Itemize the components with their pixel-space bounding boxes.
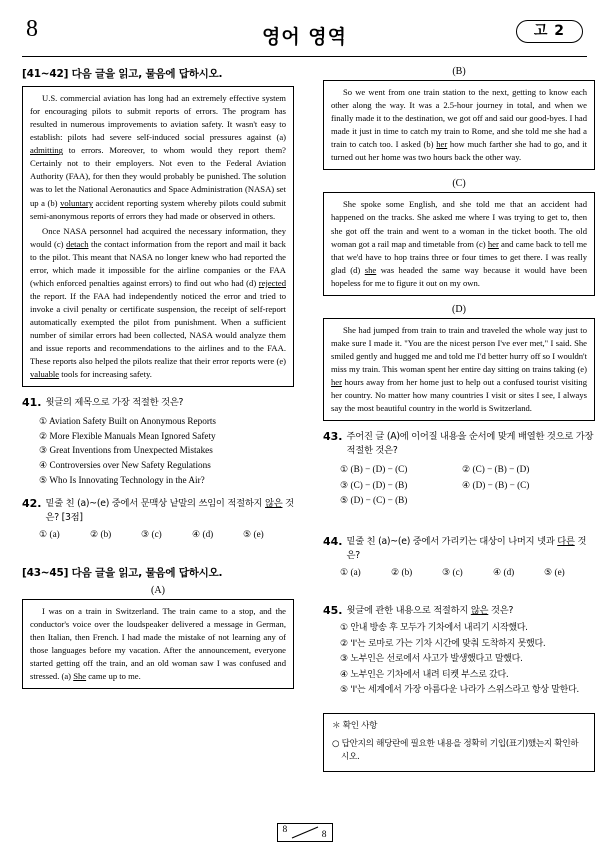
choice-option[interactable]: ② (b)	[90, 529, 112, 540]
question-44	[323, 535, 595, 578]
choice-option[interactable]: ⑤ 'I'는 세계에서 가장 아름다운 나라가 스위스라고 항상 말한다.	[340, 685, 579, 696]
section-heading-43-45: [43~45] 다음 글을 읽고, 물음에 답하시오.	[22, 567, 223, 580]
passage-paragraph: She had jumped from train to train and traveled the whole way just to make sure I made it. "You are the nicest person I've ever met," I said. She smiled gently and hugged me and told me I'd better hurry off so I wouldn't miss my train. This woman spent her entire day sitting on trains taking (e) her hours away from her home just to help out a confused tourist visiting her country. No matter how many countries I visit or sites I see, I always say the most beautiful country in the world is Switzerland.	[331, 324, 587, 414]
passage-c	[323, 192, 595, 295]
passage-41-42	[22, 86, 294, 387]
question-number: 41.	[22, 396, 42, 410]
choice-option[interactable]: ② (C) − (B) − (D)	[462, 464, 530, 475]
choice-option[interactable]: ④ Controversies over New Safety Regulations	[39, 460, 211, 471]
choice-option[interactable]: ② (b)	[391, 566, 413, 577]
passage-paragraph: Once NASA personnel had acquired the necessary information, they would (c) detach the contact information from the report and mail it back to the pilot. This meant that NASA no longer knew who had reported the error, which made it impossible for the airline companies or the FAA (which enforced penalties against errors) to find out who had (d) rejected the report. If the FAA had independently noticed the error and tried to invoke a civil penalty or certificate suspension, the receipt of self-report automatically exempted the pilot from punishment. When a sufficient number of similar errors had been collected, NASA would analyze them and issue reports and recommendations to the airlines and to the FAA. These reports also helped the pilots realize that their error reports were (e) valuable tools for increasing safety.	[30, 225, 286, 380]
notice-item: ○ 답안지의 해당란에 필요한 내용을 정확히 기입(표기)했는지 확인하시오.	[332, 739, 579, 763]
choice-list-43	[340, 462, 590, 509]
content-columns	[22, 66, 594, 836]
choice-option[interactable]: ② More Flexible Manuals Mean Ignored Safety	[39, 430, 216, 441]
question-stem: 밑줄 친 (a)~(e) 중에서 문맥상 낱말의 쓰임이 적절하지 않은 것은? [3점]	[45, 498, 294, 524]
page-footer	[0, 823, 609, 842]
subject-title: 영어 영역	[261, 26, 348, 48]
passage-d	[323, 318, 595, 421]
passage-paragraph: She spoke some English, and she told me that an accident had happened on the tracks. She asked me where I was trying to get to, then she got off the train and went to a woman in the ticket booth. The old woman got a rail map and timetable from (c) her and came back to tell me that we'd have to hop trains three or four times to get there. I was really glad (d) she was headed the same way because it would have been hopeless for me to figure it out on my own.	[331, 199, 587, 288]
question-stem: 윗글의 제목으로 가장 적절한 것은?	[45, 397, 184, 409]
question-43	[323, 430, 595, 509]
right-column	[323, 66, 595, 836]
question-number: 43.	[323, 430, 343, 444]
choice-option[interactable]: ③ (C) − (D) − (B)	[340, 479, 408, 490]
passage-paragraph: So we went from one train station to the next, getting to know each other along the way. It was a 2.5-hour journey in total, and when we finally made it to the destination, we got off and said our good-byes. I had made it just in time to catch my train to Rome, and she told me she had a train to catch too. I asked (b) her how much farther she had to go, and it turned out her home was two hours back the other way.	[331, 87, 587, 163]
footer-page-box	[277, 823, 333, 842]
grade-badge: 고 2	[516, 20, 583, 43]
passage-paragraph: U.S. commercial aviation has long had an extremely effective system for encouraging pilots to submit reports of errors. The program has resulted in numerous improvements to aviation safety. It wasn't easy to establish: pilots had severe self-induced social pressures against (a) admitting to errors. Moreover, to whom would they report them? Certainly not to their employers. Not even to the Federal Aviation Authority (FAA), for then they would probably be punished. The solution was to let the National Aeronautics and Space Administration (NASA) set up a (b) voluntary accident reporting system whereby pilots could submit semi-anonymous reports of errors they had made or observed in others.	[30, 93, 287, 221]
choice-list-44	[340, 567, 595, 578]
choice-option[interactable]: ① 안내 방송 후 모두가 기차에서 내리기 시작했다.	[340, 623, 528, 634]
choice-option[interactable]: ④ (d)	[192, 529, 214, 540]
page-header	[22, 16, 587, 54]
choice-option[interactable]: ⑤ Who Is Innovating Technology in the Air?	[39, 475, 205, 486]
passage-label-c: (C)	[452, 178, 466, 190]
choice-option[interactable]: ⑤ (D) − (C) − (B)	[340, 495, 408, 506]
question-stem: 윗글에 관한 내용으로 적절하지 않은 것은?	[346, 604, 514, 616]
passage-b	[323, 80, 595, 170]
choice-list-45	[340, 621, 595, 698]
passage-paragraph: I was on a train in Switzerland. The train came to a stop, and the conductor's voice over the loudspeaker delivered a message in German, then Italian, then French. I had made the mistake of not learning any of those languages before my vacation. After the announcement, everyone started getting off the train, and an old woman saw I was confused and stressed. (a) She came up to me.	[30, 606, 286, 682]
passage-label-b: (B)	[452, 66, 466, 77]
passage-a	[22, 599, 294, 689]
question-number: 45.	[323, 603, 343, 617]
section-heading-41-42: [41~42] 다음 글을 읽고, 물음에 답하시오.	[22, 68, 223, 80]
choice-option[interactable]: ④ 노부인은 기차에서 내려 티켓 부스로 갔다.	[340, 669, 509, 680]
notice-box	[323, 713, 595, 773]
notice-title: ＊ 확인 사항	[332, 720, 378, 731]
choice-option[interactable]: ① (a)	[340, 566, 361, 577]
header-divider	[22, 56, 587, 57]
question-number: 44.	[323, 535, 343, 549]
choice-option[interactable]: ① Aviation Safety Built on Anonymous Reports	[39, 415, 217, 426]
choice-option[interactable]: ④ (d)	[493, 566, 515, 577]
question-42	[22, 497, 294, 540]
question-stem: 주어진 글 (A)에 이어질 내용을 순서에 맞게 배열한 것으로 가장 적절한 것은?	[346, 431, 594, 457]
choice-option[interactable]: ③ Great Inventions from Unexpected Mistakes	[39, 445, 213, 456]
footer-number-right: 8	[321, 830, 327, 840]
question-stem: 밑줄 친 (a)~(e) 중에서 가리키는 대상이 나머지 넷과 다른 것은?	[346, 536, 587, 561]
question-number: 42.	[22, 497, 42, 511]
choice-option[interactable]: ① (B) − (D) − (C)	[340, 464, 408, 475]
choice-option[interactable]: ⑤ (e)	[544, 566, 565, 577]
left-column	[22, 66, 294, 836]
choice-option[interactable]: ③ (c)	[141, 529, 162, 540]
choice-list-41	[39, 414, 294, 489]
choice-option[interactable]: ③ (c)	[442, 566, 463, 577]
choice-option[interactable]: ② 'I'는 로마로 가는 기차 시간에 맞춰 도착하지 못했다.	[340, 638, 546, 649]
choice-option[interactable]: ④ (D) − (B) − (C)	[462, 479, 530, 490]
choice-option[interactable]: ① (a)	[39, 529, 60, 540]
choice-option[interactable]: ⑤ (e)	[243, 529, 264, 540]
choice-list-42	[39, 529, 294, 540]
choice-option[interactable]: ③ 노부인은 선로에서 사고가 발생했다고 말했다.	[340, 654, 523, 665]
question-45	[323, 604, 595, 699]
question-41	[22, 396, 294, 488]
footer-number-left: 8	[282, 825, 288, 835]
passage-label-a: (A)	[151, 585, 165, 597]
page-number: 8	[26, 16, 38, 42]
passage-label-d: (D)	[452, 303, 466, 315]
